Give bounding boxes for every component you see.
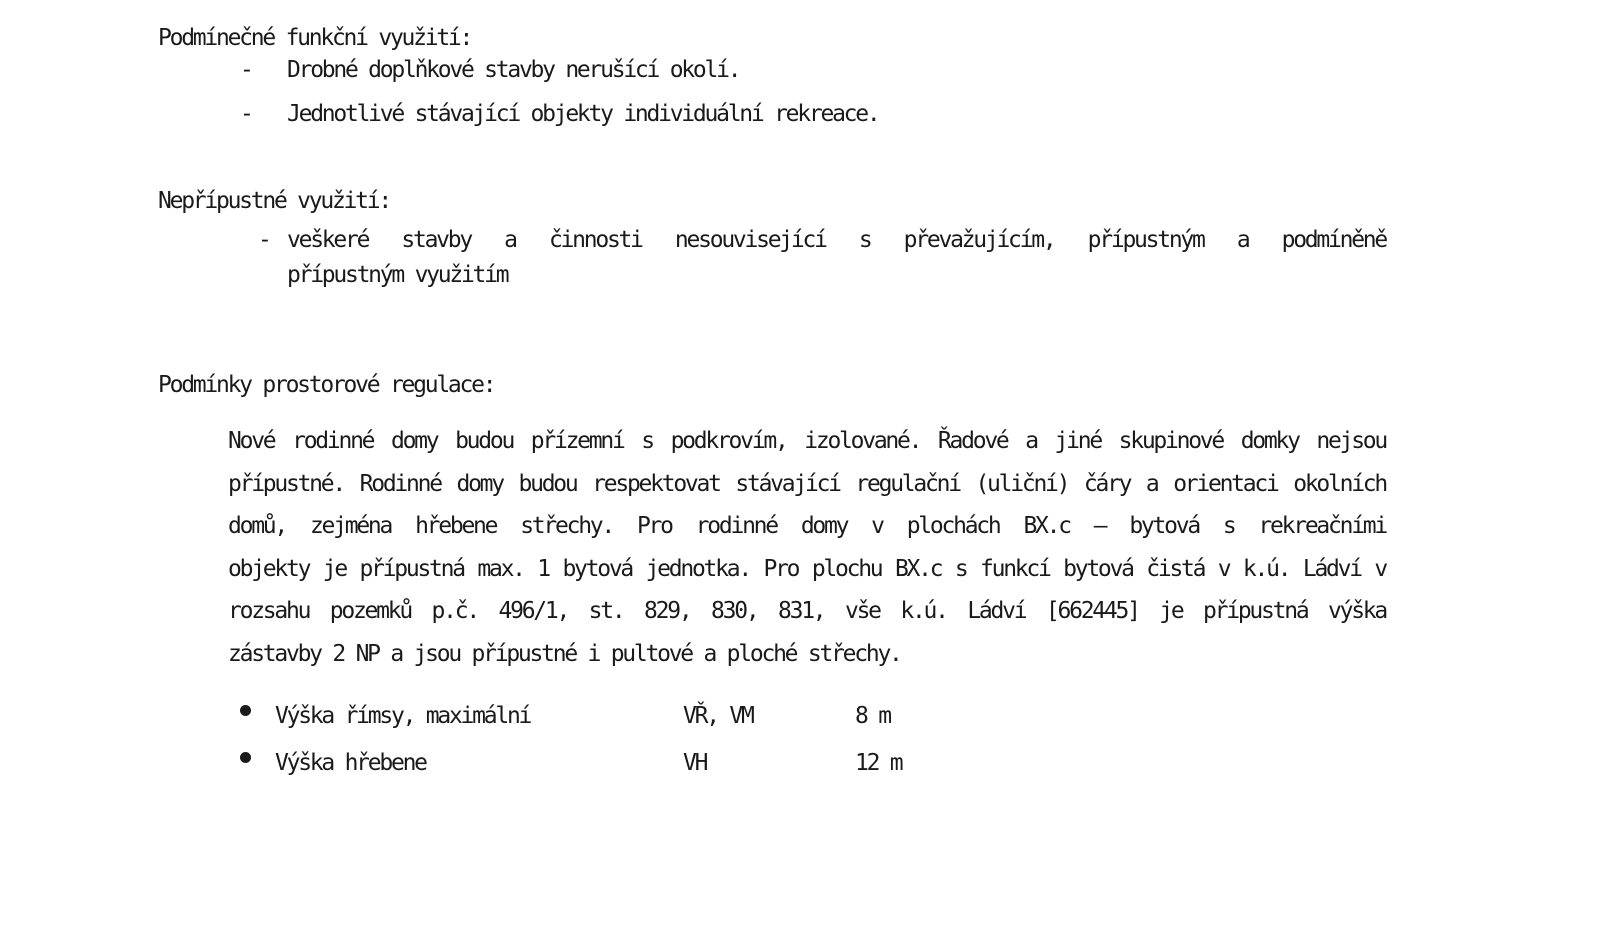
list-item (240, 93, 879, 136)
bullet-dot-icon (240, 705, 251, 716)
parameter-label: Výška římsy, maximální (275, 703, 531, 729)
paragraph-line: zástavby 2 NP a jsou přípustné i pultové a ploché střechy. (228, 640, 901, 667)
paragraph-line: Nové rodinné domy budou přízemní s podkrovím, izolované. Řadové a jiné skupinové domky nejsou (228, 428, 1386, 454)
dash-marker: - (258, 227, 270, 253)
bullet-dot-icon (240, 752, 251, 763)
parameter-value: 8 m (855, 703, 890, 729)
parameter-code: VH (683, 750, 707, 776)
paragraph-line: přípustné. Rodinné domy budou respektovat stávající regulační (uliční) čáry a orientaci okolních (228, 470, 1386, 497)
dash-marker: - (240, 101, 252, 127)
parameter-row (0, 742, 1598, 785)
parameter-row (0, 695, 1598, 738)
dash-marker: - (240, 57, 252, 83)
parameter-label: Výška hřebene (275, 750, 426, 776)
list-item (240, 49, 740, 92)
list-item-text-line: přípustným využitím (287, 262, 508, 288)
paragraph-line: objekty je přípustná max. 1 bytová jednotka. Pro plochu BX.c s funkcí bytová čistá v k.ú. Ládví v (228, 555, 1386, 582)
section-heading-conditional-use: Podmínečné funkční využití: (158, 25, 472, 51)
paragraph-line: rozsahu pozemků p.č. 496/1, st. 829, 830, 831, vše k.ú. Ládví [662445] je přípustná výška (228, 598, 1386, 624)
parameter-value: 12 m (855, 750, 902, 776)
parameter-code: VŘ, VM (683, 703, 753, 729)
list-item-text-line: veškeré stavby a činnosti nesouvisející s převažujícím, přípustným a podmíněně (287, 227, 1386, 253)
list-item-text: Drobné doplňkové stavby nerušící okolí. (287, 57, 740, 83)
section-heading-spatial-regulation: Podmínky prostorové regulace: (158, 372, 495, 398)
paragraph-line: domů, zejména hřebene střechy. Pro rodinné domy v plochách BX.c – bytová s rekreačními (228, 513, 1386, 539)
list-item-text: Jednotlivé stávající objekty individuální rekreace. (287, 101, 879, 127)
section-heading-inadmissible-use: Nepřípustné využití: (158, 188, 390, 214)
